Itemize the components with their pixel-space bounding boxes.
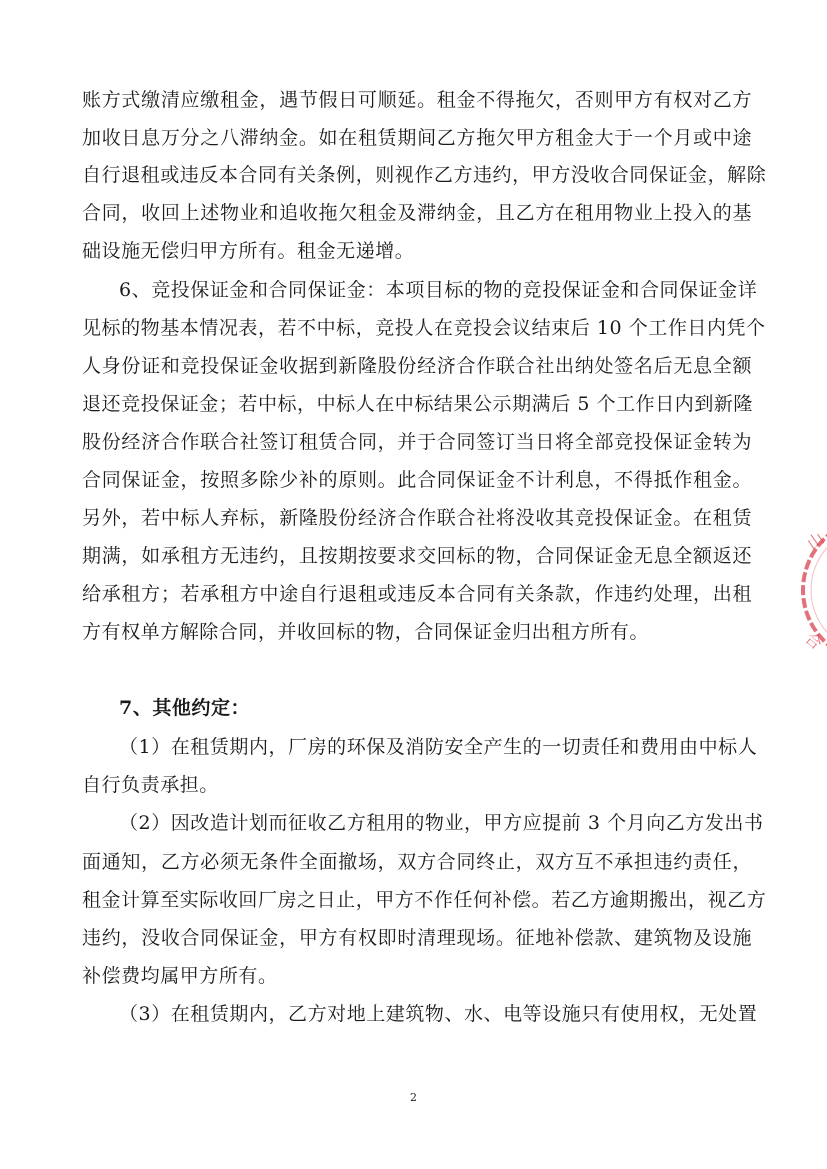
text-line: 账方式缴清应缴租金，遇节假日可顺延。租金不得拖欠，否则甲方有权对乙方: [82, 89, 752, 111]
page-number: 2: [410, 1091, 417, 1104]
text-line: 租金计算至实际收回厂房之日止，甲方不作任何补偿。若乙方逾期搬出，视乙方: [82, 889, 767, 911]
svg-text:合: 合: [801, 628, 826, 654]
clause-7-2-first-line: （2）因改造计划而征收乙方租用的物业，甲方应提前 3 个月向乙方发出书: [119, 812, 764, 834]
text-line: 自行负责承担。: [82, 774, 219, 796]
text-line: 自行退租或违反本合同有关条例，则视作乙方违约，甲方没收合同保证金，解除: [82, 164, 767, 186]
text-line: 补偿费均属甲方所有。: [82, 965, 278, 987]
clause-7-1-first-line: （1）在租赁期内，厂房的环保及消防安全产生的一切责任和费用由中标人: [119, 736, 758, 758]
text-line: 违约，没收合同保证金，甲方有权即时清理现场。征地补偿款、建筑物及设施: [82, 927, 752, 949]
text-line: 退还竞投保证金；若中标，中标人在中标结果公示期满后 5 个工作日内到新隆: [82, 393, 753, 415]
text-line: 见标的物基本情况表，若不中标，竞投人在竞投会议结束后 10 个工作日内凭个: [82, 317, 766, 339]
text-line: 人身份证和竞投保证金收据到新隆股份经济合作联合社出纳处签名后无息全额: [82, 355, 752, 377]
text-line: 股份经济合作联合社签订租赁合同，并于合同签订当日将全部竞投保证金转为: [82, 431, 752, 453]
text-line: 方有权单方解除合同，并收回标的物，合同保证金归出租方所有。: [82, 621, 649, 643]
text-line: 础设施无偿归甲方所有。租金无递增。: [82, 240, 415, 262]
text-line: 面通知，乙方必须无条件全面撤场，双方合同终止，双方互不承担违约责任，: [82, 851, 752, 873]
text-line: 合同保证金，按照多除少补的原则。此合同保证金不计利息，不得抵作租金。: [82, 469, 752, 491]
clause-6-first-line: 6、竞投保证金和合同保证金：本项目标的物的竞投保证金和合同保证金详: [119, 279, 758, 301]
svg-text:山: 山: [803, 528, 827, 554]
text-line: 期满，如承租方无违约，且按期按要求交回标的物，合同保证金无息全额返还: [82, 545, 752, 567]
text-line: 合同，收回上述物业和追收拖欠租金及滞纳金，且乙方在租用物业上投入的基: [82, 202, 752, 224]
clause-7-3-first-line: （3）在租赁期内，乙方对地上建筑物、水、电等设施只有使用权，无处置: [119, 1003, 758, 1025]
clause-7-heading: 7、其他约定：: [119, 697, 251, 719]
text-line: 另外，若中标人弃标，新隆股份经济合作联合社将没收其竞投保证金。在租赁: [82, 507, 752, 529]
text-line: 给承租方；若承租方中途自行退租或违反本合同有关条款，作违约处理，出租: [82, 583, 752, 605]
text-line: 加收日息万分之八滞纳金。如在租赁期间乙方拖欠甲方租金大于一个月或中途: [82, 127, 752, 149]
official-seal-icon: [790, 500, 827, 680]
